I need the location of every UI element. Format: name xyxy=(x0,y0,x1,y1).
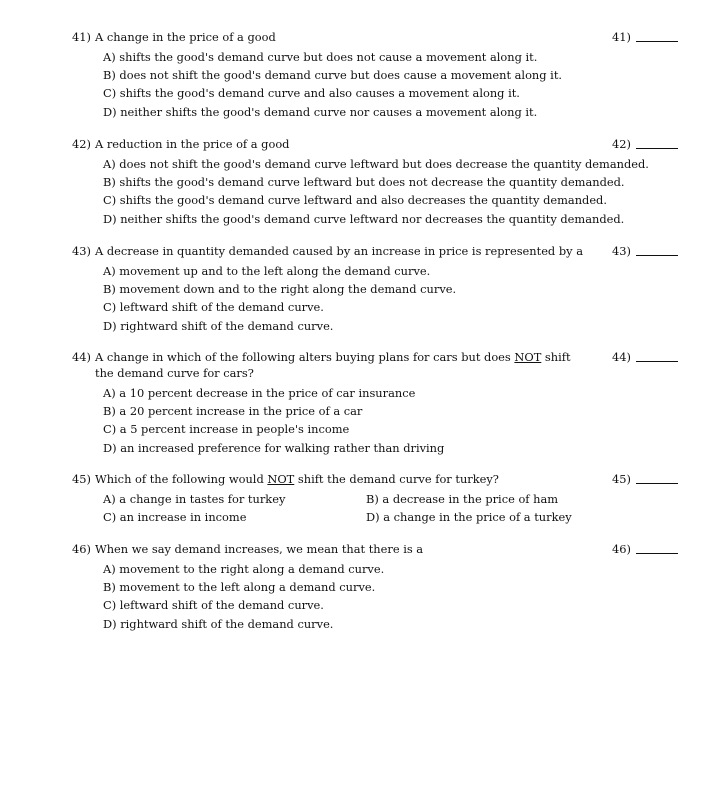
choice-a: A) a change in tastes for turkey xyxy=(103,492,286,506)
question-text: When we say demand increases, we mean that there is a xyxy=(95,542,424,556)
choice-list xyxy=(72,48,682,121)
choice-a: A) movement up and to the left along the demand curve. xyxy=(103,264,431,278)
answer-line xyxy=(636,483,678,484)
question-text xyxy=(95,349,585,381)
stem-emphasis: NOT xyxy=(267,472,295,486)
question-stem xyxy=(72,349,682,381)
answer-line xyxy=(636,255,678,256)
question-46 xyxy=(72,541,682,633)
choice-d: D) rightward shift of the demand curve. xyxy=(103,616,334,631)
choice-list xyxy=(72,155,682,228)
question-stem xyxy=(72,541,682,557)
choice-c: C) leftward shift of the demand curve. xyxy=(103,598,324,613)
question-number: 46) xyxy=(72,542,91,556)
choice-b: B) movement down and to the right along the demand curve. xyxy=(103,282,457,297)
choice-b: B) a decrease in the price of ham xyxy=(366,492,559,506)
answer-line xyxy=(636,41,678,42)
question-stem xyxy=(72,29,682,45)
answer-label: 44) xyxy=(612,350,631,364)
answer-label: 42) xyxy=(612,137,631,151)
stem-part: shift the demand curve for turkey? xyxy=(294,472,499,486)
answer-blank[interactable] xyxy=(612,136,682,152)
choice-c: C) a 5 percent increase in people's income xyxy=(103,422,350,437)
choice-d: D) neither shifts the good's demand curve leftward nor decreases the quantity demanded. xyxy=(103,211,625,226)
choice-b: B) a 20 percent increase in the price of a car xyxy=(103,404,363,419)
question-stem xyxy=(72,136,682,152)
answer-line xyxy=(636,553,678,554)
choice-a: A) does not shift the good's demand curve leftward but does decrease the quantity demanded. xyxy=(103,157,649,171)
answer-blank[interactable] xyxy=(612,471,682,487)
question-number: 41) xyxy=(72,30,91,44)
choice-b: B) movement to the left along a demand curve. xyxy=(103,580,376,595)
choice-list xyxy=(72,384,682,457)
question-stem xyxy=(72,243,682,259)
stem-part: shift the demand curve for cars? xyxy=(95,350,571,380)
choice-d: D) a change in the price of a turkey xyxy=(366,510,572,525)
answer-line xyxy=(636,148,678,149)
choice-list xyxy=(72,262,682,335)
choice-a: A) movement to the right along a demand curve. xyxy=(103,562,385,576)
answer-label: 45) xyxy=(612,472,631,486)
choice-b: B) does not shift the good's demand curve but does cause a movement along it. xyxy=(103,68,563,83)
answer-blank[interactable] xyxy=(612,349,682,365)
choice-list xyxy=(72,490,682,526)
question-41 xyxy=(72,29,682,121)
question-number: 44) xyxy=(72,350,91,364)
stem-part: A change in which of the following alters buying plans for cars but does xyxy=(95,350,515,364)
choice-c: C) leftward shift of the demand curve. xyxy=(103,300,324,315)
answer-blank[interactable] xyxy=(612,243,682,259)
choice-c: C) an increase in income xyxy=(103,510,247,525)
choice-d: D) rightward shift of the demand curve. xyxy=(103,318,334,333)
answer-blank[interactable] xyxy=(612,541,682,557)
question-43 xyxy=(72,243,682,335)
choice-d: D) an increased preference for walking rather than driving xyxy=(103,440,445,455)
choice-b: B) shifts the good's demand curve leftward but does not decrease the quantity demanded. xyxy=(103,175,625,190)
choice-a: A) a 10 percent decrease in the price of car insurance xyxy=(103,386,416,400)
question-stem xyxy=(72,471,682,487)
question-text: A decrease in quantity demanded caused by an increase in price is represented by a xyxy=(95,244,583,258)
stem-part: Which of the following would xyxy=(95,472,268,486)
question-42 xyxy=(72,136,682,228)
answer-label: 46) xyxy=(612,542,631,556)
question-number: 45) xyxy=(72,472,91,486)
question-45 xyxy=(72,471,682,526)
answer-line xyxy=(636,361,678,362)
question-text: A reduction in the price of a good xyxy=(95,137,290,151)
choice-c: C) shifts the good's demand curve leftward and also decreases the quantity demanded. xyxy=(103,193,607,208)
answer-label: 43) xyxy=(612,244,631,258)
question-44 xyxy=(72,349,682,457)
choice-a: A) shifts the good's demand curve but does not cause a movement along it. xyxy=(103,50,538,64)
answer-blank[interactable] xyxy=(612,29,682,45)
question-text: A change in the price of a good xyxy=(95,30,276,44)
choice-d: D) neither shifts the good's demand curve nor causes a movement along it. xyxy=(103,104,538,119)
answer-label: 41) xyxy=(612,30,631,44)
question-text xyxy=(95,471,585,487)
choice-list xyxy=(72,560,682,633)
choice-c: C) shifts the good's demand curve and also causes a movement along it. xyxy=(103,86,520,101)
question-number: 42) xyxy=(72,137,91,151)
question-number: 43) xyxy=(72,244,91,258)
stem-emphasis: NOT xyxy=(514,350,542,364)
